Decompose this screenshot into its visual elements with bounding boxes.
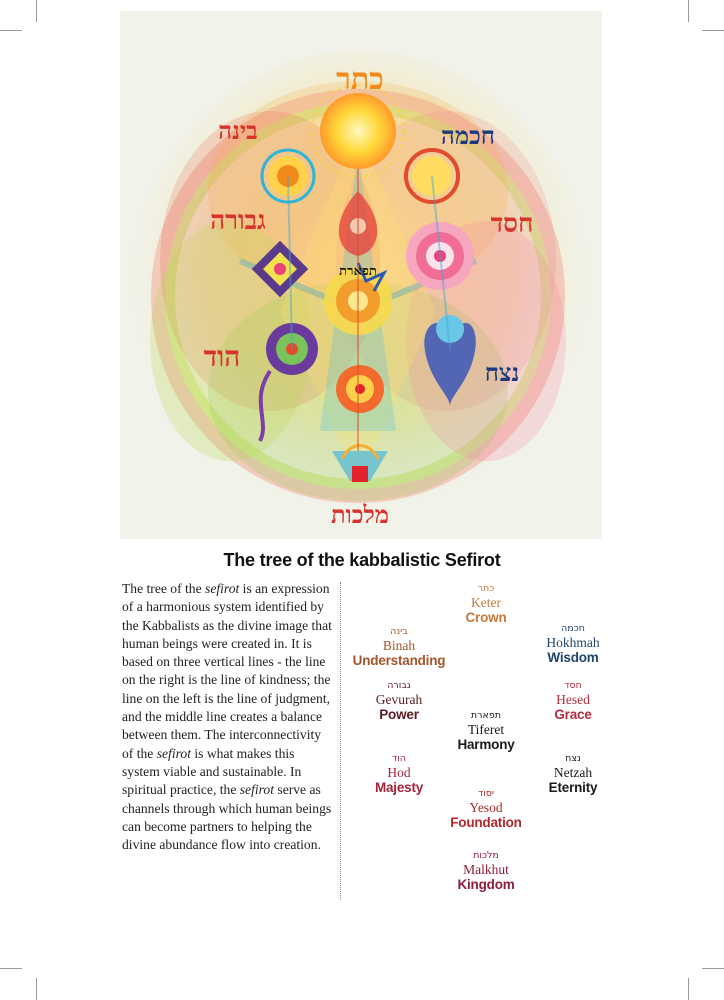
sefirah-english: Eternity xyxy=(548,780,598,796)
illustration-label-hesed: חסד xyxy=(490,209,534,239)
sefirah-hebrew: גבורה xyxy=(387,680,411,691)
sefirah-english: Harmony xyxy=(457,737,515,753)
body-text-3: is what makes this system viable and sustainable. In spiritual practice, the xyxy=(122,745,302,798)
sefirot-tree-illustration xyxy=(120,11,602,539)
sefirah-transliteration: Hokhmah xyxy=(546,634,600,650)
crop-mark xyxy=(0,968,22,969)
illustration-label-keter: כתר xyxy=(336,62,384,97)
sefirah-english: Power xyxy=(379,707,419,723)
sefirah-english: Kingdom xyxy=(457,877,515,893)
body-paragraph xyxy=(122,580,332,854)
crop-mark xyxy=(36,0,37,22)
sefirah-transliteration: Tiferet xyxy=(467,721,505,737)
sefirah-hebrew: חסד xyxy=(564,680,582,691)
body-emphasis-2: sefirot xyxy=(156,745,191,761)
crop-mark xyxy=(36,978,37,1000)
sefirah-english: Understanding xyxy=(352,653,446,669)
illustration-label-binah: בינה xyxy=(218,116,258,145)
sefirah-tiferet xyxy=(411,711,561,753)
sefirah-english: Majesty xyxy=(374,780,424,796)
figure-caption: The tree of the kabbalistic Sefirot xyxy=(223,550,501,570)
sefirah-hokhmah xyxy=(498,624,648,666)
sefirah-hebrew: הוד xyxy=(392,753,406,764)
sefirah-transliteration: Keter xyxy=(471,594,501,610)
sefirot-tree-drawing xyxy=(120,11,602,539)
sefirah-malkhut xyxy=(411,851,561,893)
sefirah-transliteration: Malkhut xyxy=(463,861,509,877)
crop-mark xyxy=(0,30,22,31)
sefirah-hebrew: מלכות xyxy=(473,850,499,861)
sefirah-english: Foundation xyxy=(450,815,522,831)
crop-mark xyxy=(688,0,689,22)
sefirah-transliteration: Binah xyxy=(382,637,416,653)
sefirah-hebrew: תפארת xyxy=(470,710,502,721)
sefirah-hebrew: חכמה xyxy=(561,623,585,634)
sefirah-hebrew: כתר xyxy=(477,583,495,594)
illustration-label-netzah: נצח xyxy=(484,358,520,387)
sefirah-yesod xyxy=(411,789,561,831)
body-text-2: is an expression of a harmonious system identified by the Kabbalists as the divine image that human beings were created in. It is based on three vertical lines - the line on the right is the line of kindness; the line on the left is the line of judgment, and the middle line creates a balance between them. The interconnectivity of the xyxy=(122,581,332,761)
sefirah-english: Wisdom xyxy=(547,650,599,666)
sefirah-keter xyxy=(411,584,561,626)
body-text-1: The tree of the xyxy=(122,581,206,596)
illustration-label-hod: הוד xyxy=(203,340,241,373)
sefirah-transliteration: Yesod xyxy=(469,799,503,815)
body-text-4: serve as channels through which human beings can become partners to helping the divine abundance flow into creation. xyxy=(122,782,332,853)
sefirah-transliteration: Gevurah xyxy=(375,691,423,707)
illustration-label-hokhmah: חכמה xyxy=(441,121,495,150)
body-emphasis-1: sefirot xyxy=(205,581,240,596)
sefirah-binah xyxy=(324,627,474,669)
sefirah-english: Grace xyxy=(554,707,592,723)
sefirah-transliteration: Netzah xyxy=(553,764,593,780)
illustration-label-tiferet: תפארת xyxy=(339,264,377,279)
illustration-label-gevurah: גבורה xyxy=(210,206,266,236)
sefirah-transliteration: Hesed xyxy=(556,691,590,707)
illustration-label-malkhut: מלכות xyxy=(331,500,389,529)
sefirah-transliteration: Hod xyxy=(387,764,411,780)
sefirah-hebrew: בינה xyxy=(390,626,408,637)
crop-mark xyxy=(688,978,689,1000)
crop-mark xyxy=(702,968,724,969)
sefirah-hebrew: יסוד xyxy=(477,788,495,799)
crop-mark xyxy=(702,30,724,31)
sefirah-hebrew: נצח xyxy=(565,753,581,764)
sefirah-english: Crown xyxy=(465,610,507,626)
body-emphasis-3: sefirot xyxy=(239,782,275,798)
